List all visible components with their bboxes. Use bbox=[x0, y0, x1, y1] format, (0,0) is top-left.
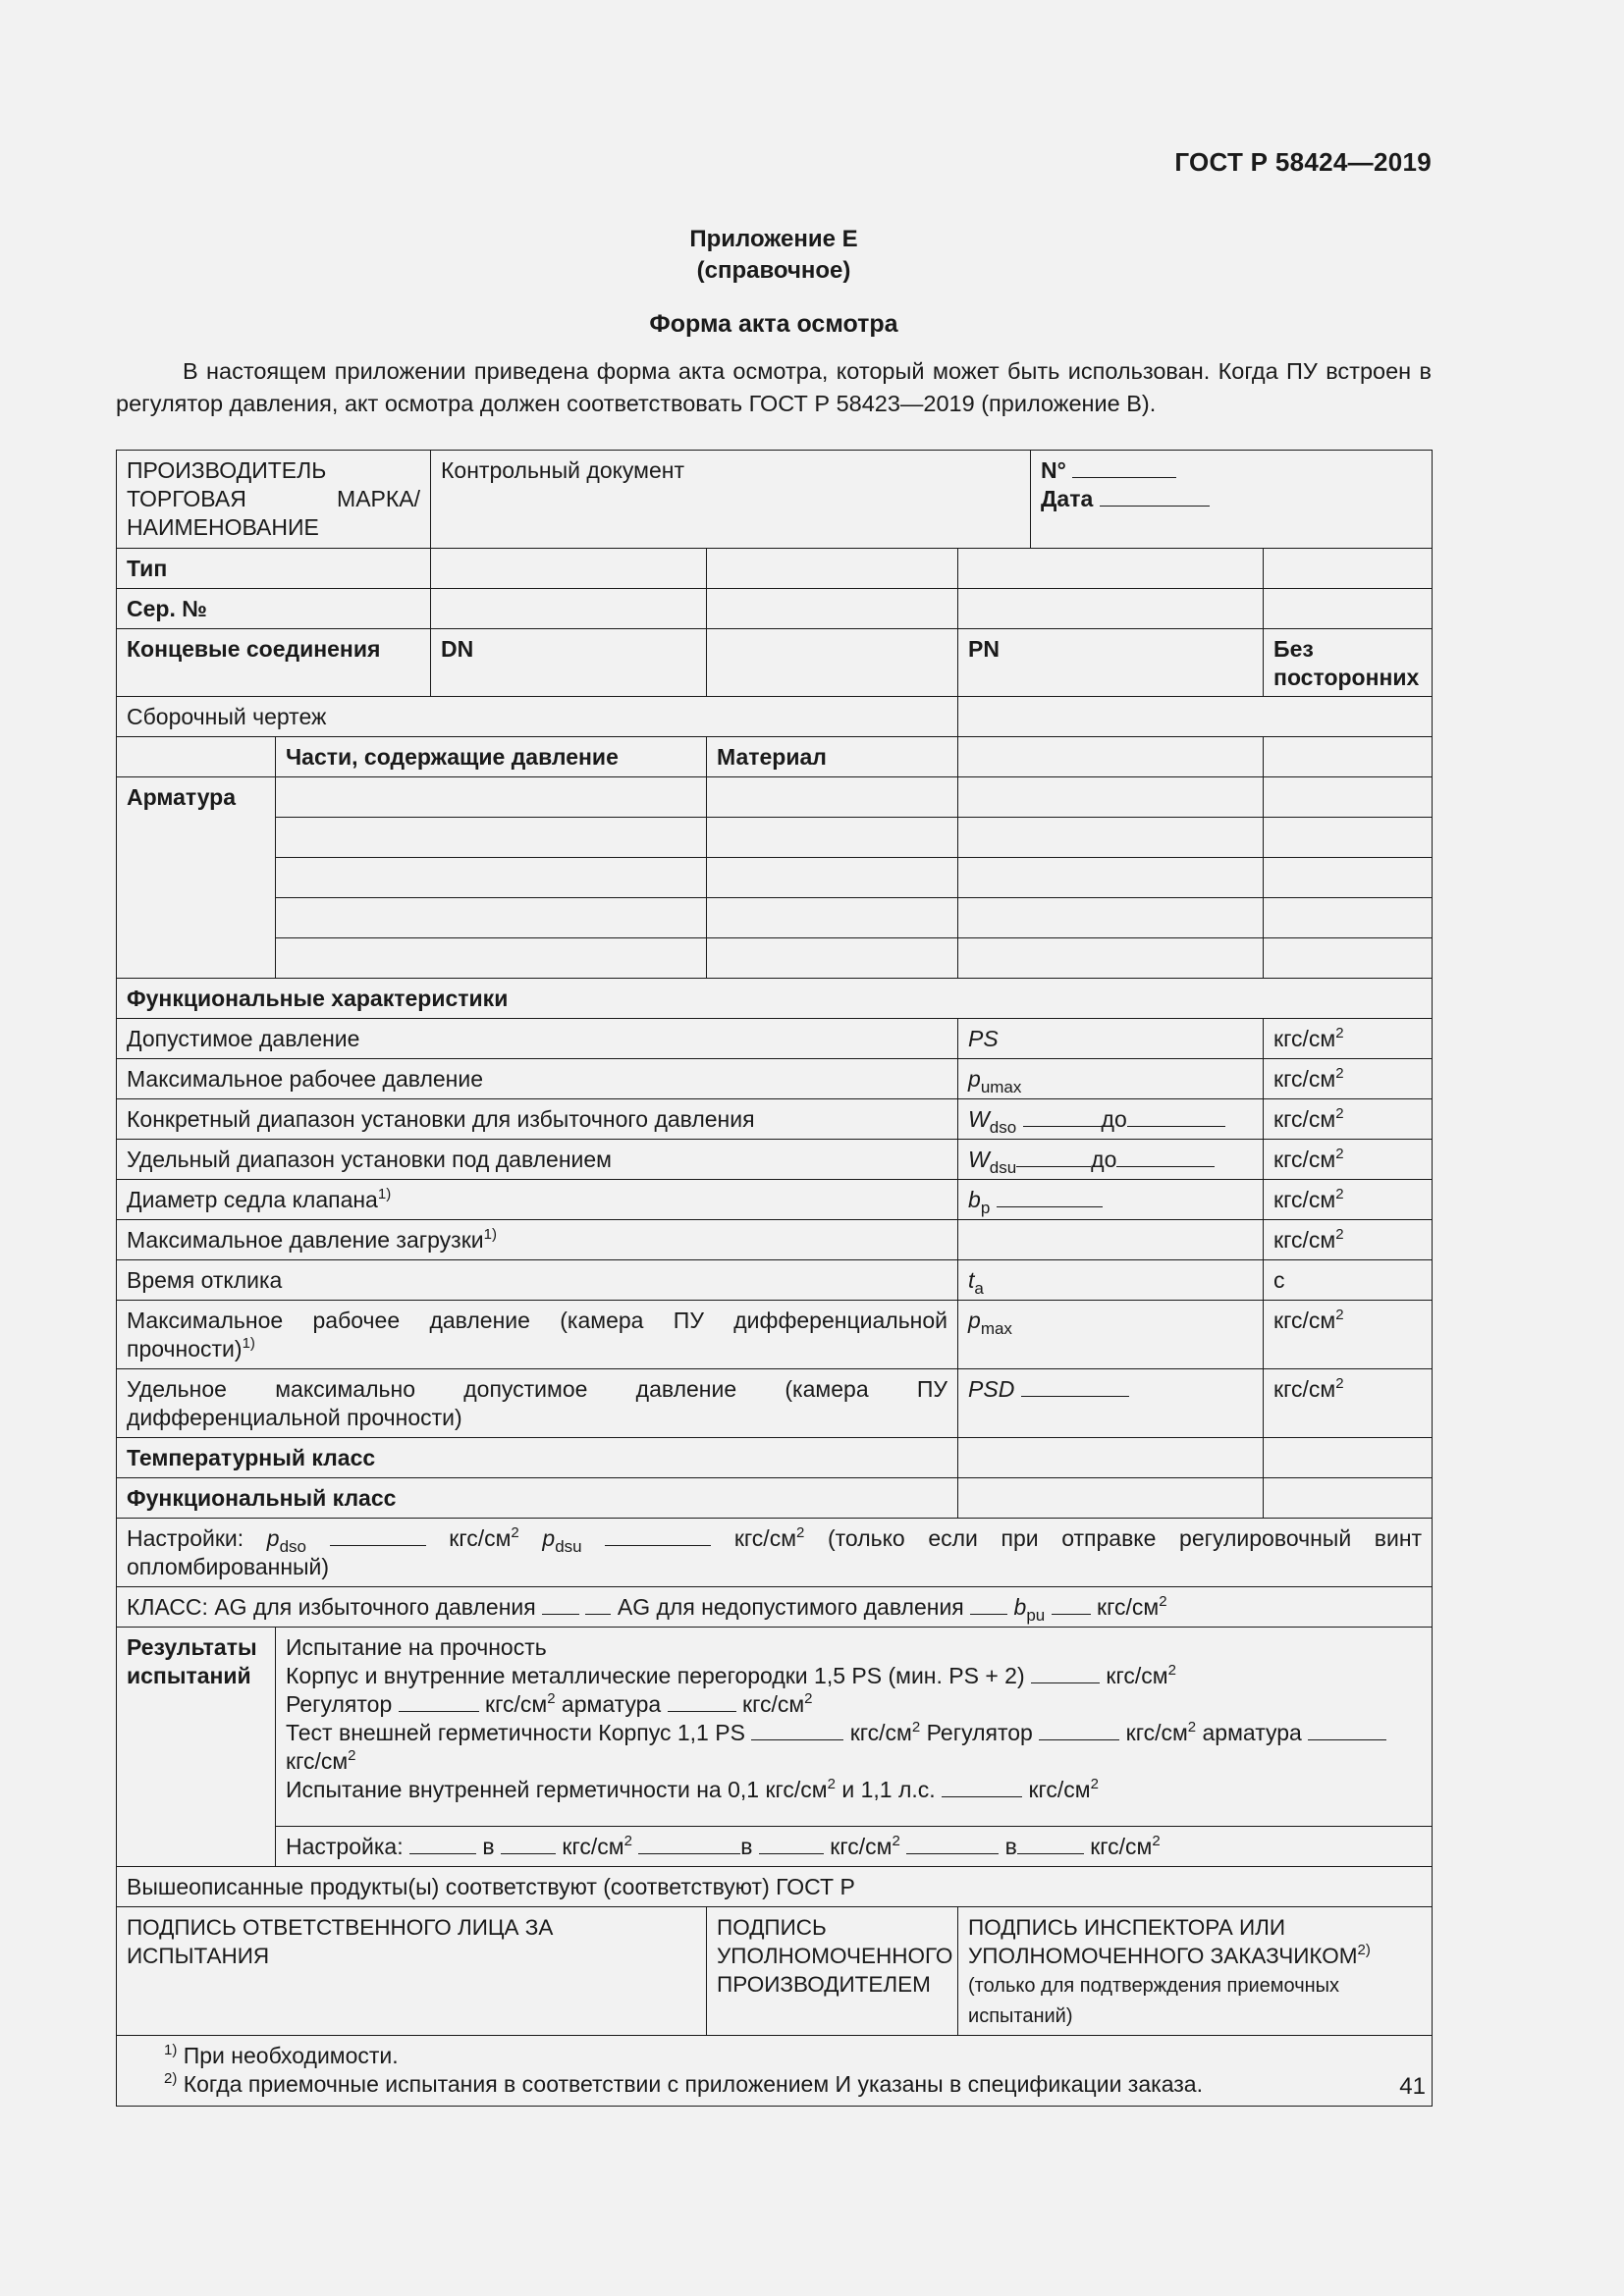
assembly-drawing-label: Сборочный чертеж bbox=[117, 697, 958, 737]
v-text: в bbox=[482, 1834, 495, 1859]
unit: кгс/см bbox=[449, 1525, 512, 1551]
footnote-1 bbox=[164, 2042, 1422, 2070]
internal-tightness-line: Испытание внутренней герметичности на 0,1 кгс/$см^2$ и 1,1 л.с. кгс/$см^2$ bbox=[286, 1776, 1099, 1802]
unit: кгс/см bbox=[733, 1525, 797, 1551]
settings-suffix: (только если при отправке регулировочный винт опломбированный) bbox=[127, 1525, 1423, 1579]
empty-cell[interactable] bbox=[958, 898, 1264, 938]
inspection-act-table bbox=[116, 450, 1433, 2107]
table-row bbox=[117, 1438, 1433, 1478]
value-field[interactable] bbox=[1021, 1376, 1129, 1397]
empty-cell[interactable] bbox=[1264, 858, 1433, 898]
empty-cell[interactable] bbox=[707, 898, 958, 938]
setting-field-5[interactable] bbox=[906, 1834, 999, 1854]
to-label: до bbox=[1101, 1106, 1127, 1132]
v-text: в bbox=[1004, 1834, 1017, 1859]
subscript: p bbox=[980, 1199, 991, 1217]
max-work-pressure-diff-value[interactable] bbox=[958, 1301, 1264, 1369]
empty-cell[interactable] bbox=[958, 818, 1264, 858]
table-row bbox=[117, 1260, 1433, 1301]
table-row bbox=[117, 1059, 1433, 1099]
form-title: Форма акта осмотра bbox=[649, 310, 898, 338]
seat-diameter-label bbox=[117, 1180, 958, 1220]
to-field[interactable] bbox=[1116, 1147, 1215, 1167]
max-load-pressure-label bbox=[117, 1220, 958, 1260]
fittings-label: Арматура bbox=[117, 777, 276, 979]
symbol: p bbox=[968, 1308, 981, 1333]
empty-cell[interactable] bbox=[707, 938, 958, 979]
table-row bbox=[117, 2036, 1433, 2107]
regulator-text: Регулятор bbox=[926, 1720, 1033, 1745]
empty-cell[interactable] bbox=[1264, 938, 1433, 979]
empty-cell bbox=[117, 737, 276, 777]
subscript: dso bbox=[279, 1537, 307, 1556]
table-row bbox=[117, 737, 1433, 777]
footnotes bbox=[117, 2036, 1433, 2107]
table-row bbox=[117, 858, 1433, 898]
number-line bbox=[1041, 456, 1422, 485]
conformity-line: Вышеописанные продукты(ы) соответствуют (соответствуют) ГОСТ Р bbox=[117, 1867, 1433, 1907]
test-results-content bbox=[276, 1628, 1433, 1827]
max-work-pressure-diff-label bbox=[117, 1301, 958, 1369]
specific-range-under-value[interactable] bbox=[958, 1140, 1264, 1180]
empty-cell[interactable] bbox=[958, 1220, 1264, 1260]
ext-body-field[interactable] bbox=[751, 1720, 843, 1740]
regulator-line: Регулятор кгс/$см^2$ арматура кгс/$см^2$ bbox=[286, 1690, 813, 1717]
to-field[interactable] bbox=[1127, 1106, 1225, 1127]
subscript: dsu bbox=[555, 1537, 582, 1556]
table-row bbox=[117, 1099, 1433, 1140]
label-text: Максимальное давление загрузки bbox=[127, 1227, 484, 1253]
footnote-mark: 1) bbox=[483, 1226, 497, 1243]
table-row bbox=[117, 1907, 1433, 2036]
signature-responsible[interactable]: ПОДПИСЬ ОТВЕТСТВЕННОГО ЛИЦА ЗА ИСПЫТАНИЯ bbox=[117, 1907, 707, 2036]
from-field[interactable] bbox=[1016, 1147, 1091, 1167]
empty-cell[interactable] bbox=[1264, 589, 1433, 629]
table-row bbox=[117, 697, 1433, 737]
unit: кгс/см bbox=[830, 1834, 893, 1859]
specific-range-under-label: Удельный диапазон установки под давлением bbox=[117, 1140, 958, 1180]
symbol: b bbox=[1013, 1594, 1027, 1620]
allowed-pressure-value[interactable] bbox=[958, 1019, 1264, 1059]
specific-max-allowed-value[interactable] bbox=[958, 1369, 1264, 1438]
annex-subtitle: (справочное) bbox=[696, 257, 851, 284]
sig-inspector-tail: (только для подтверждения приемочных испытаний) bbox=[968, 1975, 1340, 2027]
empty-cell[interactable] bbox=[958, 777, 1264, 818]
unit: кгс/см bbox=[1028, 1777, 1091, 1802]
unit: кгс/см bbox=[1273, 1376, 1336, 1402]
table-row bbox=[117, 549, 1433, 589]
unit-cell: кгс/$см^2$ bbox=[1264, 1099, 1433, 1140]
symbol: PS bbox=[968, 1026, 999, 1051]
annex-title: Приложение Е bbox=[689, 226, 858, 252]
setting-line: Настройка: в кгс/$см^2$ в кгс/$см^2$ в кгс/$см^2$ bbox=[276, 1827, 1433, 1867]
int-tight-field[interactable] bbox=[942, 1777, 1022, 1797]
subscript: pu bbox=[1026, 1606, 1046, 1625]
int-tight-mid: и 1,1 л.с. bbox=[841, 1777, 936, 1802]
unit: кгс/см bbox=[849, 1720, 912, 1745]
ext-fitting-field[interactable] bbox=[1308, 1720, 1386, 1740]
unit: кгс/см bbox=[286, 1748, 349, 1774]
test-results-label: Результаты испытаний bbox=[117, 1628, 276, 1867]
unit-cell: кгс/$см^2$ bbox=[1264, 1140, 1433, 1180]
end-connections-label: Концевые соединения bbox=[117, 629, 431, 697]
setting-field-3[interactable] bbox=[638, 1834, 740, 1854]
symbol: W bbox=[968, 1106, 990, 1132]
body-test-line: Корпус и внутренние металлические перегородки 1,5 PS (мин. PS + 2) кгс/$см^2$ bbox=[286, 1662, 1176, 1688]
footnote-mark: 1) bbox=[164, 2042, 178, 2058]
regulator-field[interactable] bbox=[399, 1691, 479, 1712]
symbol: t bbox=[968, 1267, 975, 1293]
func-class-label: Функциональный класс bbox=[117, 1478, 958, 1519]
unit: кгс/см bbox=[1273, 1227, 1336, 1253]
footnote-mark: 2) bbox=[1357, 1942, 1371, 1958]
empty-cell[interactable] bbox=[707, 818, 958, 858]
control-doc-label: Контрольный документ bbox=[441, 457, 685, 483]
empty-cell[interactable] bbox=[958, 858, 1264, 898]
ext-regulator-field[interactable] bbox=[1039, 1720, 1119, 1740]
empty-cell[interactable] bbox=[707, 858, 958, 898]
empty-cell[interactable] bbox=[431, 589, 707, 629]
date-line bbox=[1041, 485, 1422, 513]
table-row bbox=[117, 1301, 1433, 1369]
empty-cell[interactable] bbox=[958, 1478, 1264, 1519]
unit: кгс/см bbox=[1273, 1187, 1336, 1212]
specific-range-over-value[interactable] bbox=[958, 1099, 1264, 1140]
table-row bbox=[117, 1628, 1433, 1827]
unit-cell: кгс/$см^2$ bbox=[1264, 1369, 1433, 1438]
table-row bbox=[117, 1369, 1433, 1438]
dsu-field[interactable] bbox=[605, 1525, 711, 1546]
type-label: Тип bbox=[117, 549, 431, 589]
footnote-text: Когда приемочные испытания в соответствии с приложением И указаны в спецификации заказа. bbox=[183, 2071, 1203, 2097]
date-field[interactable] bbox=[1100, 486, 1210, 507]
value-field[interactable] bbox=[997, 1187, 1103, 1207]
unit: кгс/см bbox=[1097, 1594, 1160, 1620]
setting-field-1[interactable] bbox=[409, 1834, 476, 1854]
table-row bbox=[117, 1220, 1433, 1260]
table-row bbox=[117, 1519, 1433, 1587]
symbol: p bbox=[968, 1066, 981, 1092]
empty-cell[interactable] bbox=[276, 858, 707, 898]
class-mid: AG для недопустимого давления bbox=[617, 1594, 964, 1620]
class-prefix: КЛАСС: AG для избыточного давления bbox=[127, 1594, 536, 1620]
unit: кгс/см bbox=[1273, 1308, 1336, 1333]
unit: кгс/см bbox=[742, 1691, 805, 1717]
v-text: в bbox=[740, 1834, 753, 1859]
seat-diameter-value[interactable] bbox=[958, 1180, 1264, 1220]
document-page bbox=[116, 0, 1432, 2296]
subscript: a bbox=[974, 1279, 984, 1298]
footnote-mark: 1) bbox=[377, 1186, 392, 1202]
footnote-mark: 1) bbox=[242, 1335, 255, 1352]
unit-cell: с bbox=[1264, 1260, 1433, 1301]
number-label: N° bbox=[1041, 457, 1066, 483]
setting-field-4[interactable] bbox=[759, 1834, 824, 1854]
table-row bbox=[117, 898, 1433, 938]
unit-cell: кгс/$см^2$ bbox=[1264, 1180, 1433, 1220]
table-row bbox=[117, 451, 1433, 549]
number-field[interactable] bbox=[1072, 457, 1176, 478]
empty-cell bbox=[1264, 737, 1433, 777]
empty-cell[interactable] bbox=[958, 938, 1264, 979]
to-label: до bbox=[1091, 1147, 1117, 1172]
signature-inspector[interactable] bbox=[958, 1907, 1433, 2036]
unit: кгс/см bbox=[1273, 1106, 1336, 1132]
settings-prefix: Настройки: bbox=[127, 1525, 244, 1551]
response-time-value[interactable] bbox=[958, 1260, 1264, 1301]
allowed-pressure-label: Допустимое давление bbox=[117, 1019, 958, 1059]
empty-cell[interactable] bbox=[707, 629, 958, 697]
empty-cell[interactable] bbox=[958, 1438, 1264, 1478]
manufacturer-cell bbox=[117, 451, 431, 549]
number-date-cell bbox=[1031, 451, 1433, 549]
from-field[interactable] bbox=[1023, 1106, 1102, 1127]
symbol: p bbox=[266, 1525, 280, 1551]
standard-code: ГОСТ Р 58424—2019 bbox=[1174, 147, 1432, 177]
empty-cell[interactable] bbox=[276, 818, 707, 858]
response-time-label: Время отклика bbox=[117, 1260, 958, 1301]
pressure-parts-header: Части, содержащие давление bbox=[276, 737, 707, 777]
empty-cell[interactable] bbox=[1264, 549, 1433, 589]
fitting-text: арматура bbox=[561, 1691, 662, 1717]
unit: кгс/см bbox=[1106, 1663, 1168, 1688]
symbol: PSD bbox=[968, 1376, 1015, 1402]
dn-label: DN bbox=[431, 629, 707, 697]
empty-cell[interactable] bbox=[276, 777, 707, 818]
symbol: b bbox=[968, 1187, 981, 1212]
empty-cell[interactable] bbox=[1264, 777, 1433, 818]
regulator-text: Регулятор bbox=[286, 1691, 393, 1717]
control-doc-cell bbox=[431, 451, 1031, 549]
empty-cell[interactable] bbox=[276, 938, 707, 979]
empty-cell[interactable] bbox=[1264, 898, 1433, 938]
unit: кгс/см bbox=[1090, 1834, 1153, 1859]
table-row bbox=[117, 979, 1433, 1019]
unit: кгс/см bbox=[1273, 1066, 1336, 1092]
ag-over-field[interactable] bbox=[542, 1594, 579, 1615]
setting-text: Настройка: bbox=[286, 1834, 404, 1859]
fitting-text: арматура bbox=[1202, 1720, 1302, 1745]
setting-field-2[interactable] bbox=[501, 1834, 556, 1854]
max-work-pressure-label: Максимальное рабочее давление bbox=[117, 1059, 958, 1099]
empty-cell[interactable] bbox=[707, 777, 958, 818]
empty-cell[interactable] bbox=[707, 549, 958, 589]
annex-heading bbox=[116, 224, 1432, 287]
max-work-pressure-value[interactable] bbox=[958, 1059, 1264, 1099]
table-row bbox=[117, 1180, 1433, 1220]
empty-cell[interactable] bbox=[1264, 1438, 1433, 1478]
int-tight-text: Испытание внутренней герметичности на 0,1 кгс/см bbox=[286, 1777, 828, 1802]
intro-paragraph: В настоящем приложении приведена форма акта осмотра, который может быть использован. Когда ПУ встроен в регулятор давления, акт осмотра должен соответствовать ГОСТ Р 58423—2019 (приложение В). bbox=[116, 358, 1432, 416]
specific-max-allowed-label: Удельное максимально допустимое давление (камера ПУ дифференциальной прочности) bbox=[117, 1369, 958, 1438]
empty-cell[interactable] bbox=[707, 589, 958, 629]
specific-range-over-label: Конкретный диапазон установки для избыточного давления bbox=[117, 1099, 958, 1140]
date-label: Дата bbox=[1041, 486, 1094, 511]
unit: кгс/см bbox=[562, 1834, 624, 1859]
table-row bbox=[117, 1019, 1433, 1059]
label-text: Максимальное рабочее давление (камера ПУ дифференциальной прочности) bbox=[127, 1308, 948, 1362]
fitting-field[interactable] bbox=[668, 1691, 736, 1712]
table-row bbox=[117, 1827, 1433, 1867]
symbol: W bbox=[968, 1147, 990, 1172]
signature-manufacturer[interactable]: ПОДПИСЬ УПОЛНОМОЧЕННОГО ПРОИЗВОДИТЕЛЕМ bbox=[707, 1907, 958, 2036]
settings-cell: Настройки: $p_{dso}$ кгс/$см^2$ $p_{dsu}$ кгс/$см^2$ (только если при отправке регулировочный винт опломбированный) bbox=[117, 1519, 1433, 1587]
unit-cell: кгс/$см^2$ bbox=[1264, 1301, 1433, 1369]
empty-cell[interactable] bbox=[431, 549, 707, 589]
functional-header: Функциональные характеристики bbox=[117, 979, 1433, 1019]
unit: кгс/см bbox=[1125, 1720, 1188, 1745]
empty-cell[interactable] bbox=[958, 589, 1264, 629]
unit: кгс/см bbox=[485, 1691, 548, 1717]
label-text: Диаметр седла клапана bbox=[127, 1187, 378, 1212]
empty-cell[interactable] bbox=[1264, 818, 1433, 858]
setting-field-6[interactable] bbox=[1017, 1834, 1084, 1854]
symbol: p bbox=[542, 1525, 556, 1551]
body-test-text: Корпус и внутренние металлические перегородки 1,5 PS (мин. PS + 2) bbox=[286, 1663, 1025, 1688]
subscript: dso bbox=[989, 1118, 1017, 1137]
dso-field[interactable] bbox=[330, 1525, 426, 1546]
serial-label: Сер. № bbox=[117, 589, 431, 629]
ag-under-field[interactable] bbox=[970, 1594, 1007, 1615]
subscript: max bbox=[980, 1319, 1012, 1338]
no-foreign-label: Без посторонних bbox=[1264, 629, 1433, 697]
subscript: dsu bbox=[989, 1158, 1017, 1177]
sig-inspector-text: ПОДПИСЬ ИНСПЕКТОРА ИЛИ УПОЛНОМОЧЕННОГО ЗАКАЗЧИКОМ bbox=[968, 1915, 1358, 1968]
unit-cell: кгс/$см^2$ bbox=[1264, 1059, 1433, 1099]
temp-class-label: Температурный класс bbox=[117, 1438, 958, 1478]
unit: кгс/см bbox=[1273, 1147, 1336, 1172]
empty-cell[interactable] bbox=[1264, 1478, 1433, 1519]
empty-cell bbox=[958, 737, 1264, 777]
subscript: umax bbox=[980, 1078, 1022, 1096]
table-row bbox=[117, 1867, 1433, 1907]
empty-cell[interactable] bbox=[958, 697, 1433, 737]
bpu-field[interactable] bbox=[1052, 1594, 1091, 1615]
external-tightness-line: Тест внешней герметичности Корпус 1,1 PS кгс/$см^2$ Регулятор кгс/$см^2$ арматура кгс/$см^2$ bbox=[286, 1719, 1422, 1776]
page-number: 41 bbox=[1399, 2073, 1426, 2100]
table-row bbox=[117, 938, 1433, 979]
ag-over-field-2[interactable] bbox=[585, 1594, 611, 1615]
footnote-text: При необходимости. bbox=[183, 2043, 399, 2068]
table-row bbox=[117, 629, 1433, 697]
unit-cell: кгс/$см^2$ bbox=[1264, 1220, 1433, 1260]
table-row bbox=[117, 589, 1433, 629]
table-row bbox=[117, 1140, 1433, 1180]
empty-cell[interactable] bbox=[276, 898, 707, 938]
footnote-2 bbox=[164, 2070, 1422, 2099]
unit-cell: кгс/$см^2$ bbox=[1264, 1019, 1433, 1059]
footnote-mark: 2) bbox=[164, 2070, 178, 2087]
table-row bbox=[117, 818, 1433, 858]
unit: кгс/см bbox=[1273, 1026, 1336, 1051]
class-cell: КЛАСС: AG для избыточного давления AG для недопустимого давления $b_{pu}$ кгс/$см^2$ bbox=[117, 1587, 1433, 1628]
ext-tight-text: Тест внешней герметичности Корпус 1,1 PS bbox=[286, 1720, 745, 1745]
table-row bbox=[117, 1587, 1433, 1628]
material-header: Материал bbox=[707, 737, 958, 777]
strength-line: Испытание на прочность bbox=[286, 1634, 547, 1660]
table-row bbox=[117, 1478, 1433, 1519]
body-field[interactable] bbox=[1031, 1663, 1100, 1683]
pn-label: PN bbox=[958, 629, 1264, 697]
table-row bbox=[117, 777, 1433, 818]
manufacturer-label: ПРОИЗВОДИТЕЛЬ ТОРГОВАЯ МАРКА/НАИМЕНОВАНИЕ bbox=[127, 457, 421, 540]
empty-cell[interactable] bbox=[958, 549, 1264, 589]
